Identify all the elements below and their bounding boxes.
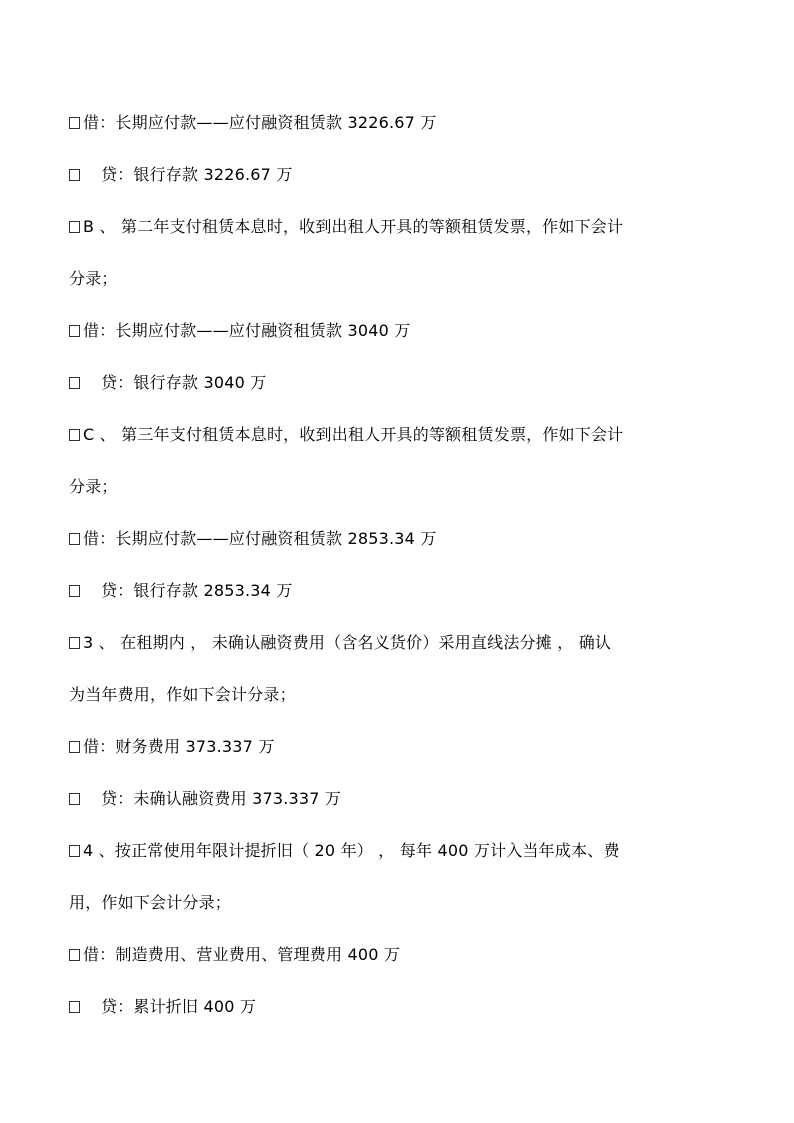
- paragraph-4-line1: 4 、按正常使用年限计提折旧（ 20 年） ， 每年 400 万计入当年成本、费: [69, 841, 725, 861]
- entry-debit-2: 借：长期应付款——应付融资租赁款 3040 万: [69, 321, 725, 341]
- paragraph-3-line1: 3 、 在租期内 ， 未确认融资费用（含名义货价）采用直线法分摊 ， 确认: [69, 633, 725, 653]
- checkbox-glyph: [69, 377, 80, 389]
- checkbox-glyph: [69, 325, 80, 337]
- checkbox-glyph: [69, 949, 80, 961]
- paragraph-3-line2: 为当年费用，作如下会计分录；: [69, 685, 296, 704]
- paragraph-4-line2: 用，作如下会计分录；: [69, 893, 232, 912]
- checkbox-glyph: [69, 845, 80, 857]
- paragraph-c-line2: 分录；: [69, 477, 118, 496]
- checkbox-glyph: [69, 221, 80, 233]
- checkbox-glyph: [69, 1001, 80, 1013]
- entry-credit-5: 贷：累计折旧 400 万: [69, 997, 725, 1017]
- entry-debit-3: 借：长期应付款——应付融资租赁款 2853.34 万: [69, 529, 725, 549]
- entry-credit-1: 贷：银行存款 3226.67 万: [69, 165, 725, 185]
- entry-debit-5: 借：制造费用、营业费用、管理费用 400 万: [69, 945, 725, 965]
- checkbox-glyph: [69, 117, 80, 129]
- checkbox-glyph: [69, 637, 80, 649]
- entry-credit-4: 贷：未确认融资费用 373.337 万: [69, 789, 725, 809]
- entry-credit-2: 贷：银行存款 3040 万: [69, 373, 725, 393]
- paragraph-b-line2: 分录；: [69, 269, 118, 288]
- paragraph-b-line1: B 、 第二年支付租赁本息时，收到出租人开具的等额租赁发票，作如下会计: [69, 217, 725, 237]
- checkbox-glyph: [69, 533, 80, 545]
- checkbox-glyph: [69, 429, 80, 441]
- entry-credit-3: 贷：银行存款 2853.34 万: [69, 581, 725, 601]
- entry-debit-4: 借：财务费用 373.337 万: [69, 737, 725, 757]
- paragraph-c-line1: C 、 第三年支付租赁本息时，收到出租人开具的等额租赁发票，作如下会计: [69, 425, 725, 445]
- checkbox-glyph: [69, 169, 80, 181]
- checkbox-glyph: [69, 585, 80, 597]
- entry-debit-1: 借：长期应付款——应付融资租赁款 3226.67 万: [69, 113, 725, 133]
- checkbox-glyph: [69, 793, 80, 805]
- checkbox-glyph: [69, 741, 80, 753]
